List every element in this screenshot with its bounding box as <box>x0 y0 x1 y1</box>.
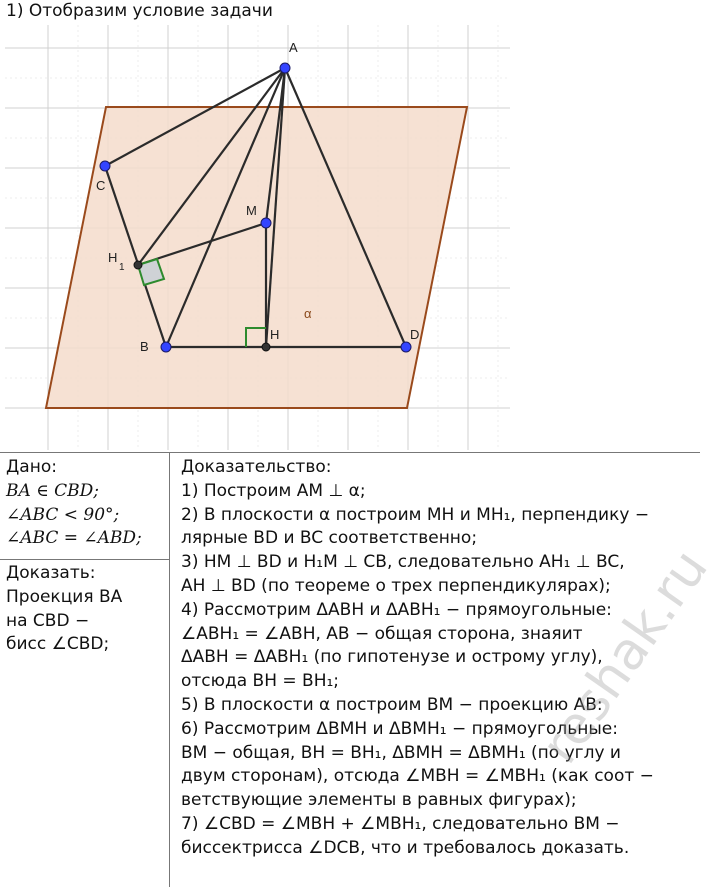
label-H: H <box>270 327 280 342</box>
proof-line: ∠ABH₁ = ∠ABH, AB − общая сторона, знаяит <box>181 623 583 644</box>
given-heading: Дано: <box>6 457 57 477</box>
given-line: ∠ABC < 90°; <box>6 504 120 525</box>
prove-block <box>6 562 122 657</box>
label-H1: H <box>108 250 118 265</box>
geometry-figure <box>0 0 700 452</box>
label-A: A <box>289 40 298 55</box>
proof-line: 2) В плоскости α построим MH и MH₁, перпендику − <box>181 504 650 525</box>
point-H1 <box>134 261 142 269</box>
proof-line: лярные BD и BC соответственно; <box>181 528 478 549</box>
watermark: reshak.ru <box>530 539 720 775</box>
label-alpha: α <box>304 306 312 321</box>
proof-line: биссектрисса ∠DCB, что и требовалось доказать. <box>181 837 630 858</box>
solution-table <box>0 452 700 887</box>
proof-line: ветствующие элементы в равных фигурах); <box>181 790 577 811</box>
given-line: BA ∈ CBD; <box>6 480 100 501</box>
point-H <box>262 343 270 351</box>
label-D: D <box>410 327 420 342</box>
label-B: B <box>140 339 149 354</box>
proof-block <box>181 456 696 861</box>
proof-line: 3) HM ⊥ BD и H₁M ⊥ CB, следовательно AH₁ ⊥ BC, <box>181 552 625 573</box>
proof-line: 6) Рассмотрим ΔBMH и ΔBMH₁ − прямоугольные: <box>181 718 618 739</box>
proof-line: AH ⊥ BD (по теореме о трех перпендикулярах); <box>181 575 611 596</box>
page-title: 1) Отобразим условие задачи <box>6 1 273 21</box>
proof-line: 4) Рассмотрим ΔABH и ΔABH₁ − прямоугольные: <box>181 599 612 620</box>
point-M <box>261 218 271 228</box>
proof-line: 7) ∠CBD = ∠MBH + ∠MBH₁, следовательно BM − <box>181 813 620 834</box>
given-block <box>6 456 142 551</box>
proof-line: BM − общая, BH = BH₁, ΔBMH = ΔBMH₁ (по углу и <box>181 742 621 763</box>
given-prove-divider <box>0 559 169 560</box>
point-B <box>161 342 171 352</box>
point-A <box>280 63 290 73</box>
proof-line: отсюда BH = BH₁; <box>181 671 340 692</box>
table-column-divider <box>169 452 170 887</box>
prove-line: бисс ∠CBD; <box>6 634 110 655</box>
prove-heading: Доказать: <box>6 563 96 583</box>
label-H1-subscript: 1 <box>119 262 125 273</box>
label-M: M <box>246 203 257 218</box>
label-C: C <box>96 178 106 193</box>
point-C <box>100 161 110 171</box>
proof-line: 5) В плоскости α построим BM − проекцию AB: <box>181 694 603 715</box>
point-D <box>401 342 411 352</box>
proof-line: двум сторонам), отсюда ∠MBH = ∠MBH₁ (как соот − <box>181 766 654 787</box>
proof-line: ΔABH = ΔABH₁ (по гипотенузе и острому углу), <box>181 647 603 668</box>
given-line: ∠ABC = ∠ABD; <box>6 528 142 549</box>
proof-heading: Доказательство: <box>181 457 332 477</box>
table-top-border <box>0 452 700 453</box>
prove-line: Проекция BA <box>6 586 123 607</box>
prove-line: на CBD − <box>6 610 90 631</box>
proof-line: 1) Построим AM ⊥ α; <box>181 480 366 501</box>
